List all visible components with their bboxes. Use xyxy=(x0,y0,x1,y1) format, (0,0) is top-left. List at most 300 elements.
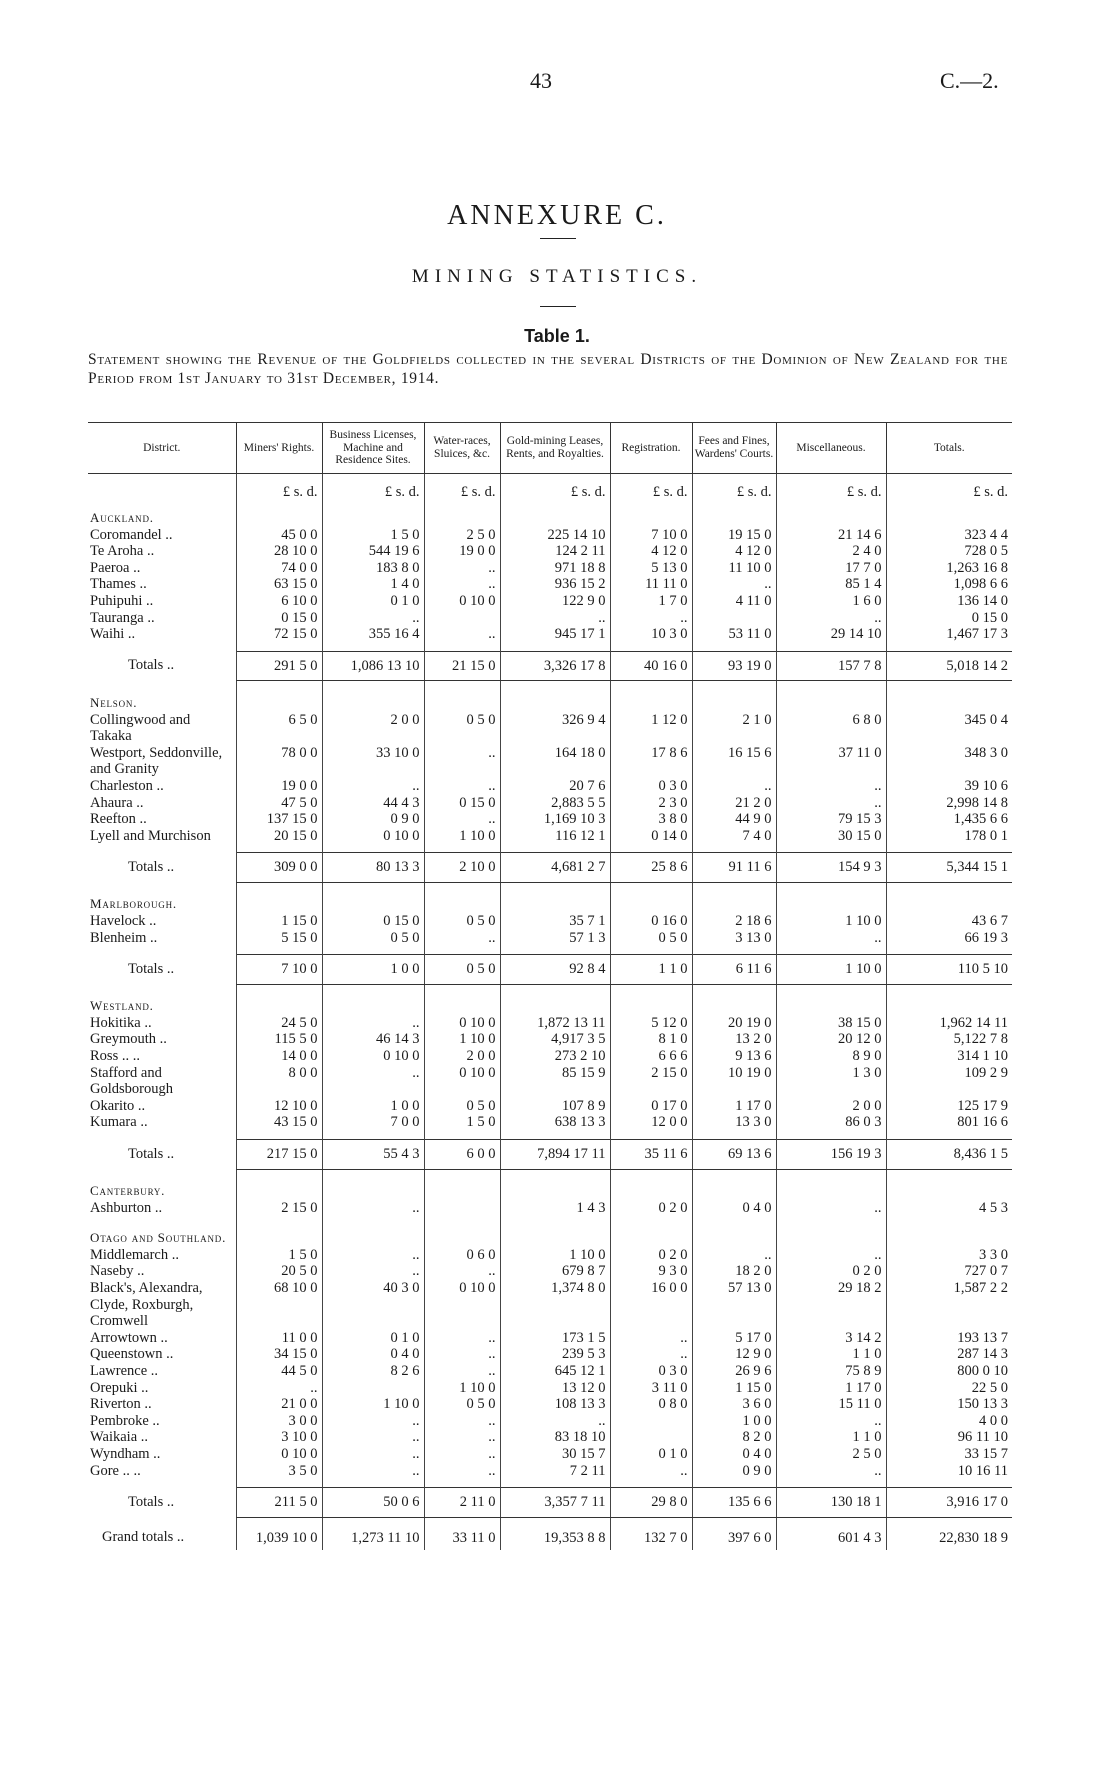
amount-cell: 25 8 6 xyxy=(610,853,692,883)
empty-cell xyxy=(886,882,1012,913)
district-name: Riverton .. xyxy=(90,1396,152,1413)
amount-cell: .. xyxy=(776,778,886,795)
district-name: Blenheim .. xyxy=(90,929,158,946)
totals-label: Totals .. xyxy=(128,657,175,674)
table-row xyxy=(88,913,1012,930)
empty-cell xyxy=(886,500,1012,527)
amount-cell: 3 8 0 xyxy=(610,811,692,828)
amount-cell: 12 0 0 xyxy=(610,1114,692,1139)
amount-cell: 5,018 14 2 xyxy=(886,651,1012,681)
amount-cell: .. xyxy=(776,930,886,955)
district-name: Black's, Alexandra, Clyde, Roxburgh, Cromwell xyxy=(90,1280,203,1330)
amount-cell: 18 2 0 xyxy=(692,1263,776,1280)
column-header: Business Licenses, Machine and Residence Sites. xyxy=(322,423,424,474)
amount-cell: 7 0 0 xyxy=(322,1114,424,1139)
empty-cell xyxy=(610,681,692,712)
empty-cell xyxy=(692,882,776,913)
amount-cell: 4,917 3 5 xyxy=(500,1031,610,1048)
amount-cell: 3,326 17 8 xyxy=(500,651,610,681)
amount-cell: .. xyxy=(322,1413,424,1430)
amount-cell: .. xyxy=(322,1463,424,1488)
amount-cell: 96 11 10 xyxy=(886,1429,1012,1446)
empty-cell xyxy=(886,681,1012,712)
amount-cell: 178 0 1 xyxy=(886,828,1012,853)
amount-cell: 0 2 0 xyxy=(610,1200,692,1217)
amount-cell: 355 16 4 xyxy=(322,626,424,651)
amount-cell: 0 5 0 xyxy=(424,1396,500,1413)
amount-cell: 0 14 0 xyxy=(610,828,692,853)
amount-cell: 20 19 0 xyxy=(692,1015,776,1032)
amount-cell: 0 3 0 xyxy=(610,1363,692,1380)
amount-cell: 8 2 6 xyxy=(322,1363,424,1380)
amount-cell: .. xyxy=(500,610,610,627)
amount-cell: 0 5 0 xyxy=(424,955,500,985)
district-name: Ahaura .. xyxy=(90,794,144,811)
amount-cell: 0 10 0 xyxy=(322,1048,424,1065)
amount-cell: 2 5 0 xyxy=(776,1446,886,1463)
amount-cell: 124 2 11 xyxy=(500,543,610,560)
empty-cell xyxy=(424,681,500,712)
amount-cell: 13 12 0 xyxy=(500,1380,610,1397)
amount-cell: 1,098 6 6 xyxy=(886,576,1012,593)
amount-cell: 348 3 0 xyxy=(886,745,1012,778)
amount-cell: 29 14 10 xyxy=(776,626,886,651)
amount-cell: 78 0 0 xyxy=(236,745,322,778)
empty-cell xyxy=(236,500,322,527)
amount-cell: 645 12 1 xyxy=(500,1363,610,1380)
amount-cell: 12 10 0 xyxy=(236,1098,322,1115)
amount-cell: 5,122 7 8 xyxy=(886,1031,1012,1048)
amount-cell: .. xyxy=(424,1429,500,1446)
amount-cell xyxy=(610,1413,692,1430)
table-row xyxy=(88,1363,1012,1380)
amount-cell: 2 15 0 xyxy=(610,1065,692,1098)
empty-cell xyxy=(236,1169,322,1200)
table-row xyxy=(88,560,1012,577)
amount-cell: 17 7 0 xyxy=(776,560,886,577)
amount-cell: .. xyxy=(610,1330,692,1347)
empty-cell xyxy=(322,882,424,913)
amount-cell: 72 15 0 xyxy=(236,626,322,651)
empty-cell xyxy=(886,1169,1012,1200)
amount-cell: 137 15 0 xyxy=(236,811,322,828)
amount-cell: 0 10 0 xyxy=(424,1280,500,1330)
table-row xyxy=(88,745,1012,778)
table-row xyxy=(88,1280,1012,1330)
amount-cell: 193 13 7 xyxy=(886,1330,1012,1347)
amount-cell: 1 5 0 xyxy=(236,1247,322,1264)
empty-cell xyxy=(776,681,886,712)
page-number: 43 xyxy=(530,68,552,93)
empty-cell xyxy=(610,500,692,527)
amount-cell: .. xyxy=(424,1413,500,1430)
amount-cell: .. xyxy=(424,811,500,828)
amount-cell: 679 8 7 xyxy=(500,1263,610,1280)
amount-cell: 44 5 0 xyxy=(236,1363,322,1380)
revenue-table xyxy=(88,422,1012,1550)
amount-cell: 55 4 3 xyxy=(322,1140,424,1170)
amount-cell: 68 10 0 xyxy=(236,1280,322,1330)
amount-cell: 0 9 0 xyxy=(692,1463,776,1488)
amount-cell: 5 17 0 xyxy=(692,1330,776,1347)
amount-cell: 0 5 0 xyxy=(610,930,692,955)
amount-cell: 0 10 0 xyxy=(236,1446,322,1463)
empty-cell xyxy=(322,500,424,527)
district-name: Greymouth .. xyxy=(90,1031,167,1048)
amount-cell: 1 10 0 xyxy=(424,828,500,853)
empty-cell xyxy=(500,1216,610,1247)
amount-cell: 2 11 0 xyxy=(424,1488,500,1518)
amount-cell: 0 8 0 xyxy=(610,1396,692,1413)
amount-cell: 29 18 2 xyxy=(776,1280,886,1330)
table-row xyxy=(88,811,1012,828)
amount-cell: 4 11 0 xyxy=(692,593,776,610)
amount-cell: 4,681 2 7 xyxy=(500,853,610,883)
amount-cell: 1 17 0 xyxy=(776,1380,886,1397)
empty-cell xyxy=(322,984,424,1015)
document-reference: C.—2. xyxy=(940,68,999,93)
totals-label: Grand totals .. xyxy=(102,1529,185,1546)
units-cell xyxy=(88,473,236,500)
amount-cell: 28 10 0 xyxy=(236,543,322,560)
column-header: Totals. xyxy=(886,423,1012,474)
table-caption: Statement showing the Revenue of the Goldfields collected in the several Districts of the Dominion of New Zealand for the Period from 1st January to 31st December, 1914. xyxy=(88,351,1008,387)
amount-cell: 3 0 0 xyxy=(236,1413,322,1430)
amount-cell: 136 14 0 xyxy=(886,593,1012,610)
amount-cell: 323 4 4 xyxy=(886,527,1012,544)
amount-cell: 44 9 0 xyxy=(692,811,776,828)
amount-cell: 22,830 18 9 xyxy=(886,1517,1012,1550)
amount-cell: 0 4 0 xyxy=(692,1200,776,1217)
table-row xyxy=(88,1114,1012,1139)
amount-cell: 15 11 0 xyxy=(776,1396,886,1413)
amount-cell: 3 14 2 xyxy=(776,1330,886,1347)
amount-cell: 154 9 3 xyxy=(776,853,886,883)
amount-cell: .. xyxy=(322,610,424,627)
amount-cell: 0 1 0 xyxy=(610,1446,692,1463)
amount-cell: 6 5 0 xyxy=(236,712,322,745)
annexure-title: ANNEXURE C. xyxy=(447,200,667,231)
amount-cell: 20 12 0 xyxy=(776,1031,886,1048)
units-cell: £ s. d. xyxy=(692,473,776,500)
amount-cell: .. xyxy=(610,1346,692,1363)
amount-cell: 38 15 0 xyxy=(776,1015,886,1032)
amount-cell: 936 15 2 xyxy=(500,576,610,593)
amount-cell: 4 12 0 xyxy=(692,543,776,560)
amount-cell: 5,344 15 1 xyxy=(886,853,1012,883)
amount-cell: .. xyxy=(424,778,500,795)
amount-cell: 13 2 0 xyxy=(692,1031,776,1048)
amount-cell: .. xyxy=(776,1413,886,1430)
empty-cell xyxy=(776,882,886,913)
district-name: Lyell and Murchison xyxy=(90,827,211,844)
amount-cell: 110 5 10 xyxy=(886,955,1012,985)
totals-row xyxy=(88,955,1012,985)
amount-cell: 4 5 3 xyxy=(886,1200,1012,1217)
empty-cell xyxy=(776,984,886,1015)
amount-cell: 132 7 0 xyxy=(610,1517,692,1550)
amount-cell: 1 10 0 xyxy=(424,1380,500,1397)
column-header: Gold-mining Leases, Rents, and Royalties. xyxy=(500,423,610,474)
amount-cell: 4 12 0 xyxy=(610,543,692,560)
amount-cell: 6 6 6 xyxy=(610,1048,692,1065)
district-name: Middlemarch .. xyxy=(90,1246,179,1263)
amount-cell: 7 2 11 xyxy=(500,1463,610,1488)
amount-cell: .. xyxy=(776,1247,886,1264)
amount-cell: 345 0 4 xyxy=(886,712,1012,745)
district-name: Stafford and Goldsborough xyxy=(90,1064,173,1098)
empty-cell xyxy=(610,1216,692,1247)
amount-cell: 92 8 4 xyxy=(500,955,610,985)
amount-cell: 0 10 0 xyxy=(424,1065,500,1098)
amount-cell: 21 14 6 xyxy=(776,527,886,544)
amount-cell: 314 1 10 xyxy=(886,1048,1012,1065)
amount-cell: 85 15 9 xyxy=(500,1065,610,1098)
amount-cell: 1 0 0 xyxy=(692,1413,776,1430)
empty-cell xyxy=(500,1169,610,1200)
amount-cell: .. xyxy=(322,1065,424,1098)
empty-cell xyxy=(692,984,776,1015)
amount-cell: 1,273 11 10 xyxy=(322,1517,424,1550)
amount-cell: 10 19 0 xyxy=(692,1065,776,1098)
amount-cell: 801 16 6 xyxy=(886,1114,1012,1139)
units-cell: £ s. d. xyxy=(610,473,692,500)
amount-cell: 3,357 7 11 xyxy=(500,1488,610,1518)
amount-cell: 183 8 0 xyxy=(322,560,424,577)
amount-cell: 57 1 3 xyxy=(500,930,610,955)
table-row xyxy=(88,930,1012,955)
district-section-row xyxy=(88,1169,1012,1200)
district-section-row xyxy=(88,984,1012,1015)
amount-cell: 39 10 6 xyxy=(886,778,1012,795)
amount-cell: 40 16 0 xyxy=(610,651,692,681)
amount-cell: 20 7 6 xyxy=(500,778,610,795)
amount-cell: 5 15 0 xyxy=(236,930,322,955)
amount-cell: 19 15 0 xyxy=(692,527,776,544)
amount-cell: 1 10 0 xyxy=(776,913,886,930)
empty-cell xyxy=(610,882,692,913)
amount-cell: 66 19 3 xyxy=(886,930,1012,955)
table-row xyxy=(88,626,1012,651)
amount-cell: 50 0 6 xyxy=(322,1488,424,1518)
amount-cell: 35 11 6 xyxy=(610,1140,692,1170)
amount-cell: 11 0 0 xyxy=(236,1330,322,1347)
amount-cell: 3 6 0 xyxy=(692,1396,776,1413)
amount-cell: 135 6 6 xyxy=(692,1488,776,1518)
amount-cell: 75 8 9 xyxy=(776,1363,886,1380)
amount-cell: 0 15 0 xyxy=(322,913,424,930)
district-name: Waikaia .. xyxy=(90,1429,149,1446)
empty-cell xyxy=(886,1216,1012,1247)
amount-cell: .. xyxy=(424,576,500,593)
amount-cell: 544 19 6 xyxy=(322,543,424,560)
amount-cell: .. xyxy=(776,795,886,812)
totals-row xyxy=(88,1488,1012,1518)
amount-cell: 80 13 3 xyxy=(322,853,424,883)
amount-cell xyxy=(692,610,776,627)
amount-cell: 74 0 0 xyxy=(236,560,322,577)
section-label: Nelson. xyxy=(90,694,138,710)
amount-cell: .. xyxy=(776,1463,886,1488)
empty-cell xyxy=(500,984,610,1015)
amount-cell: .. xyxy=(424,1363,500,1380)
amount-cell: 53 11 0 xyxy=(692,626,776,651)
amount-cell: 47 5 0 xyxy=(236,795,322,812)
amount-cell: 1 0 0 xyxy=(322,955,424,985)
table-title: Table 1. xyxy=(524,326,590,346)
amount-cell: 10 3 0 xyxy=(610,626,692,651)
amount-cell: 24 5 0 xyxy=(236,1015,322,1032)
table-row xyxy=(88,1065,1012,1098)
column-header: District. xyxy=(88,423,236,474)
amount-cell: 2 0 0 xyxy=(322,712,424,745)
amount-cell: 19,353 8 8 xyxy=(500,1517,610,1550)
amount-cell: 86 0 3 xyxy=(776,1114,886,1139)
empty-cell xyxy=(610,1169,692,1200)
amount-cell: 2 0 0 xyxy=(424,1048,500,1065)
amount-cell: 211 5 0 xyxy=(236,1488,322,1518)
amount-cell: 7 4 0 xyxy=(692,828,776,853)
district-name: Te Aroha .. xyxy=(90,543,155,560)
units-cell: £ s. d. xyxy=(886,473,1012,500)
amount-cell: .. xyxy=(322,1446,424,1463)
amount-cell: 1 10 0 xyxy=(424,1031,500,1048)
amount-cell: 17 8 6 xyxy=(610,745,692,778)
amount-cell: .. xyxy=(776,610,886,627)
amount-cell: 601 4 3 xyxy=(776,1517,886,1550)
amount-cell: 150 13 3 xyxy=(886,1396,1012,1413)
amount-cell: 10 16 11 xyxy=(886,1463,1012,1488)
amount-cell: 45 0 0 xyxy=(236,527,322,544)
amount-cell: 2 5 0 xyxy=(424,527,500,544)
amount-cell: 1 1 0 xyxy=(610,955,692,985)
district-name: Kumara .. xyxy=(90,1114,148,1131)
column-header: Water-races, Sluices, &c. xyxy=(424,423,500,474)
table-row xyxy=(88,1330,1012,1347)
amount-cell: 22 5 0 xyxy=(886,1380,1012,1397)
amount-cell: 57 13 0 xyxy=(692,1280,776,1330)
amount-cell: 8 0 0 xyxy=(236,1065,322,1098)
amount-cell: 7,894 17 11 xyxy=(500,1140,610,1170)
district-name: Naseby .. xyxy=(90,1263,145,1280)
empty-cell xyxy=(776,1216,886,1247)
amount-cell: 0 2 0 xyxy=(610,1247,692,1264)
amount-cell: 1 10 0 xyxy=(322,1396,424,1413)
amount-cell: 93 19 0 xyxy=(692,651,776,681)
amount-cell: .. xyxy=(424,1330,500,1347)
amount-cell: 16 0 0 xyxy=(610,1280,692,1330)
amount-cell: 40 3 0 xyxy=(322,1280,424,1330)
amount-cell: .. xyxy=(424,626,500,651)
grand-totals-row xyxy=(88,1517,1012,1550)
district-name: Hokitika .. xyxy=(90,1014,152,1031)
empty-cell xyxy=(424,500,500,527)
empty-cell xyxy=(692,681,776,712)
amount-cell: 291 5 0 xyxy=(236,651,322,681)
amount-cell: 9 13 6 xyxy=(692,1048,776,1065)
totals-row xyxy=(88,651,1012,681)
empty-cell xyxy=(236,681,322,712)
amount-cell: 11 11 0 xyxy=(610,576,692,593)
amount-cell: 2 4 0 xyxy=(776,543,886,560)
amount-cell: 0 3 0 xyxy=(610,778,692,795)
totals-label: Totals .. xyxy=(128,1145,175,1162)
units-cell: £ s. d. xyxy=(424,473,500,500)
amount-cell: 4 0 0 xyxy=(886,1413,1012,1430)
totals-label: Totals .. xyxy=(128,858,175,875)
amount-cell xyxy=(610,1429,692,1446)
table-row xyxy=(88,527,1012,544)
amount-cell: 3 13 0 xyxy=(692,930,776,955)
amount-cell: 0 1 0 xyxy=(322,593,424,610)
empty-cell xyxy=(322,1216,424,1247)
amount-cell: 728 0 5 xyxy=(886,543,1012,560)
amount-cell: 7 10 0 xyxy=(610,527,692,544)
amount-cell: 1,039 10 0 xyxy=(236,1517,322,1550)
amount-cell: 1 15 0 xyxy=(236,913,322,930)
table-row xyxy=(88,828,1012,853)
units-row xyxy=(88,473,1012,500)
amount-cell: .. xyxy=(322,1263,424,1280)
amount-cell: 37 11 0 xyxy=(776,745,886,778)
amount-cell: 1 1 0 xyxy=(776,1346,886,1363)
table-row xyxy=(88,610,1012,627)
amount-cell: 6 11 6 xyxy=(692,955,776,985)
amount-cell: 397 6 0 xyxy=(692,1517,776,1550)
amount-cell: 1 0 0 xyxy=(322,1098,424,1115)
table-row xyxy=(88,1446,1012,1463)
amount-cell: 12 9 0 xyxy=(692,1346,776,1363)
table-row xyxy=(88,543,1012,560)
amount-cell: 326 9 4 xyxy=(500,712,610,745)
amount-cell: 1 17 0 xyxy=(692,1098,776,1115)
district-section-row xyxy=(88,1216,1012,1247)
amount-cell: 85 1 4 xyxy=(776,576,886,593)
table-row xyxy=(88,1031,1012,1048)
amount-cell: 2 3 0 xyxy=(610,795,692,812)
empty-cell xyxy=(500,681,610,712)
amount-cell: 239 5 3 xyxy=(500,1346,610,1363)
district-name: Charleston .. xyxy=(90,777,164,794)
table-row xyxy=(88,576,1012,593)
amount-cell: 0 10 0 xyxy=(322,828,424,853)
amount-cell: 8 1 0 xyxy=(610,1031,692,1048)
amount-cell: 1,962 14 11 xyxy=(886,1015,1012,1032)
district-name: Coromandel .. xyxy=(90,526,173,543)
amount-cell: 2,883 5 5 xyxy=(500,795,610,812)
amount-cell: 63 15 0 xyxy=(236,576,322,593)
table-body xyxy=(88,500,1012,1550)
amount-cell: 79 15 3 xyxy=(776,811,886,828)
amount-cell: 217 15 0 xyxy=(236,1140,322,1170)
amount-cell: 0 5 0 xyxy=(424,712,500,745)
units-cell: £ s. d. xyxy=(776,473,886,500)
amount-cell: 1,086 13 10 xyxy=(322,651,424,681)
amount-cell: 3,916 17 0 xyxy=(886,1488,1012,1518)
amount-cell: .. xyxy=(692,576,776,593)
amount-cell: 11 10 0 xyxy=(692,560,776,577)
empty-cell xyxy=(322,681,424,712)
amount-cell: 33 15 7 xyxy=(886,1446,1012,1463)
district-name: Wyndham .. xyxy=(90,1446,161,1462)
amount-cell: 6 10 0 xyxy=(236,593,322,610)
empty-cell xyxy=(776,1169,886,1200)
amount-cell: 945 17 1 xyxy=(500,626,610,651)
empty-cell xyxy=(776,500,886,527)
amount-cell: 116 12 1 xyxy=(500,828,610,853)
empty-cell xyxy=(692,500,776,527)
district-section-row xyxy=(88,882,1012,913)
